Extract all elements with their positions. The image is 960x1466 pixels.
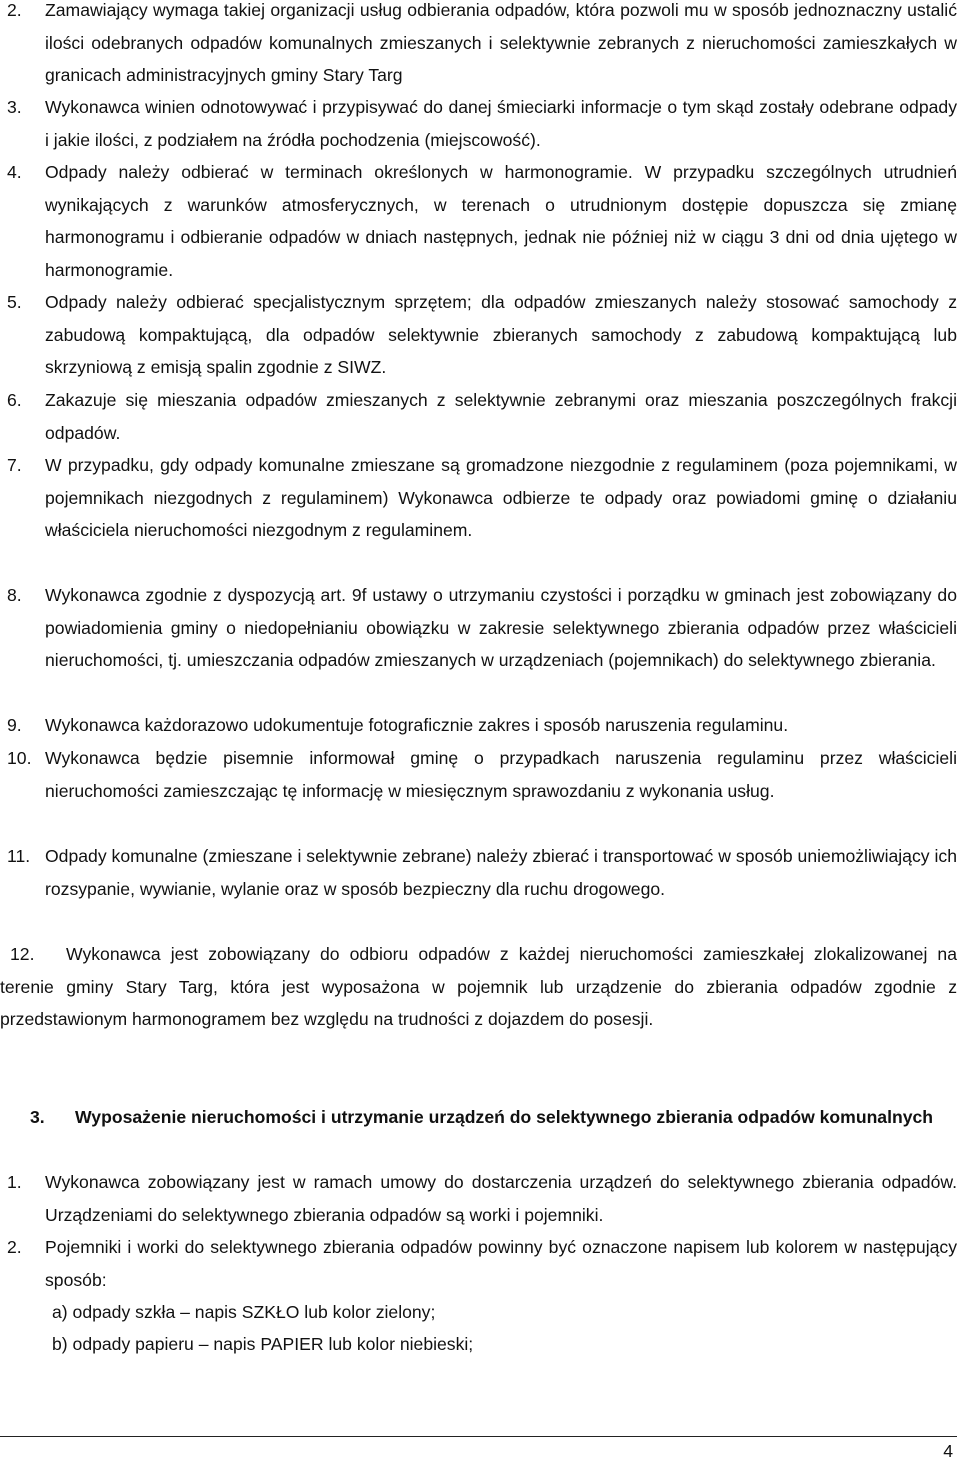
section-number: 3.	[30, 1107, 45, 1127]
list-number: 2.	[7, 1237, 22, 1257]
list-text: W przypadku, gdy odpady komunalne zmieszane są gromadzone niezgodnie z regulaminem (poza pojemnikami, w pojemnikach niezgodnych z regulaminem) Wykonawca odbierze te odpady oraz powiadomi gminę o działaniu właściciela nieruchomości niezgodnym z regulaminem.	[45, 455, 957, 540]
list-item	[7, 384, 957, 449]
list-text: Wykonawca będzie pisemnie informował gminę o przypadkach naruszenia regulaminu przez właścicieli nieruchomości zamieszczając tę informację w miesięcznym sprawozdaniu z wykonania usług.	[45, 748, 957, 801]
list-item	[7, 449, 957, 547]
footer-divider	[0, 1436, 957, 1437]
list-number: 2.	[7, 0, 22, 20]
section-title: Wyposażenie nieruchomości i utrzymanie urządzeń do selektywnego zbierania odpadów komunalnych	[75, 1107, 934, 1127]
list-text: Odpady należy odbierać w terminach określonych w harmonogramie. W przypadku szczególnych utrudnień wynikających z warunków atmosferycznych, w terenach o utrudnionym dostępie dopuszcza się zmianę harmonogramu i odbieranie odpadów w dniach następnych, jednak nie później niż w ciągu 3 dni od dnia ujętego w harmonogramie.	[45, 162, 957, 280]
list-item	[7, 91, 957, 156]
section-heading	[30, 1101, 957, 1134]
list-number: 4.	[7, 162, 22, 182]
list-text: Zakazuje się mieszania odpadów zmieszanych z selektywnie zebranymi oraz mieszania poszczególnych frakcji odpadów.	[45, 390, 957, 443]
sub-list-item: b) odpady papieru – napis PAPIER lub kolor niebieski;	[52, 1334, 474, 1354]
list-text: Wykonawca zobowiązany jest w ramach umowy do dostarczenia urządzeń do selektywnego zbierania odpadów. Urządzeniami do selektywnego zbierania odpadów są worki i pojemniki.	[45, 1172, 957, 1225]
list-item	[7, 742, 957, 807]
list-number: 8.	[7, 585, 22, 605]
list-item	[7, 156, 957, 286]
list-number: 6.	[7, 390, 22, 410]
list-number: 11.	[7, 846, 31, 866]
list-item	[7, 1166, 957, 1231]
list-item	[7, 840, 957, 905]
page-number: 4	[943, 1441, 953, 1461]
list-number: 10.	[7, 748, 32, 768]
list-number: 9.	[7, 715, 22, 735]
sub-list-item: a) odpady szkła – napis SZKŁO lub kolor zielony;	[52, 1302, 436, 1322]
list-item	[7, 0, 957, 92]
list-text: Pojemniki i worki do selektywnego zbierania odpadów powinny być oznaczone napisem lub kolorem w następujący sposób:	[45, 1237, 957, 1290]
list-item	[7, 286, 957, 384]
list-item	[7, 579, 957, 677]
list-item	[0, 938, 957, 1036]
list-text: Wykonawca winien odnotowywać i przypisywać do danej śmieciarki informacje o tym skąd zostały odebrane odpady i jakie ilości, z podziałem na źródła pochodzenia (miejscowość).	[45, 97, 957, 150]
list-text: Odpady należy odbierać specjalistycznym sprzętem; dla odpadów zmieszanych należy stosować samochody z zabudową kompaktującą, dla odpadów selektywnie zbieranych samochody z zabudową kompaktującą lub skrzyniową z emisją spalin zgodnie z SIWZ.	[45, 292, 957, 377]
list-number: 12.	[10, 944, 35, 964]
list-number: 3.	[7, 97, 22, 117]
list-number: 7.	[7, 455, 22, 475]
list-text: Odpady komunalne (zmieszane i selektywnie zebrane) należy zbierać i transportować w sposób uniemożliwiający ich rozsypanie, wywianie, wylanie oraz w sposób bezpieczny dla ruchu drogowego.	[45, 846, 957, 899]
list-item	[7, 709, 957, 742]
list-text: Wykonawca jest zobowiązany do odbioru odpadów z każdej nieruchomości zamieszkałej zlokalizowanej na terenie gminy Stary Targ, która jest wyposażona w pojemnik lub urządzenie do zbierania odpadów zgodnie z przedstawionym harmonogramem bez względu na trudności z dojazdem do posesji.	[0, 944, 957, 1029]
list-text: Wykonawca zgodnie z dyspozycją art. 9f ustawy o utrzymaniu czystości i porządku w gminach jest zobowiązany do powiadomienia gminy o niedopełnianiu obowiązku w zakresie selektywnego zbierania odpadów przez właścicieli nieruchomości, tj. umieszczania odpadów zmieszanych w urządzeniach (pojemnikach) do selektywnego zbierania.	[45, 585, 957, 670]
list-text: Zamawiający wymaga takiej organizacji usług odbierania odpadów, która pozwoli mu w sposób jednoznaczny ustalić ilości odebranych odpadów komunalnych zmieszanych i selektywnie zebranych z nieruchomości zamieszkałych w granicach administracyjnych gminy Stary Targ	[45, 0, 957, 85]
list-text: Wykonawca każdorazowo udokumentuje fotograficznie zakres i sposób naruszenia regulaminu.	[45, 715, 789, 735]
list-number: 5.	[7, 292, 22, 312]
list-item	[7, 1231, 957, 1296]
list-number: 1.	[7, 1172, 22, 1192]
